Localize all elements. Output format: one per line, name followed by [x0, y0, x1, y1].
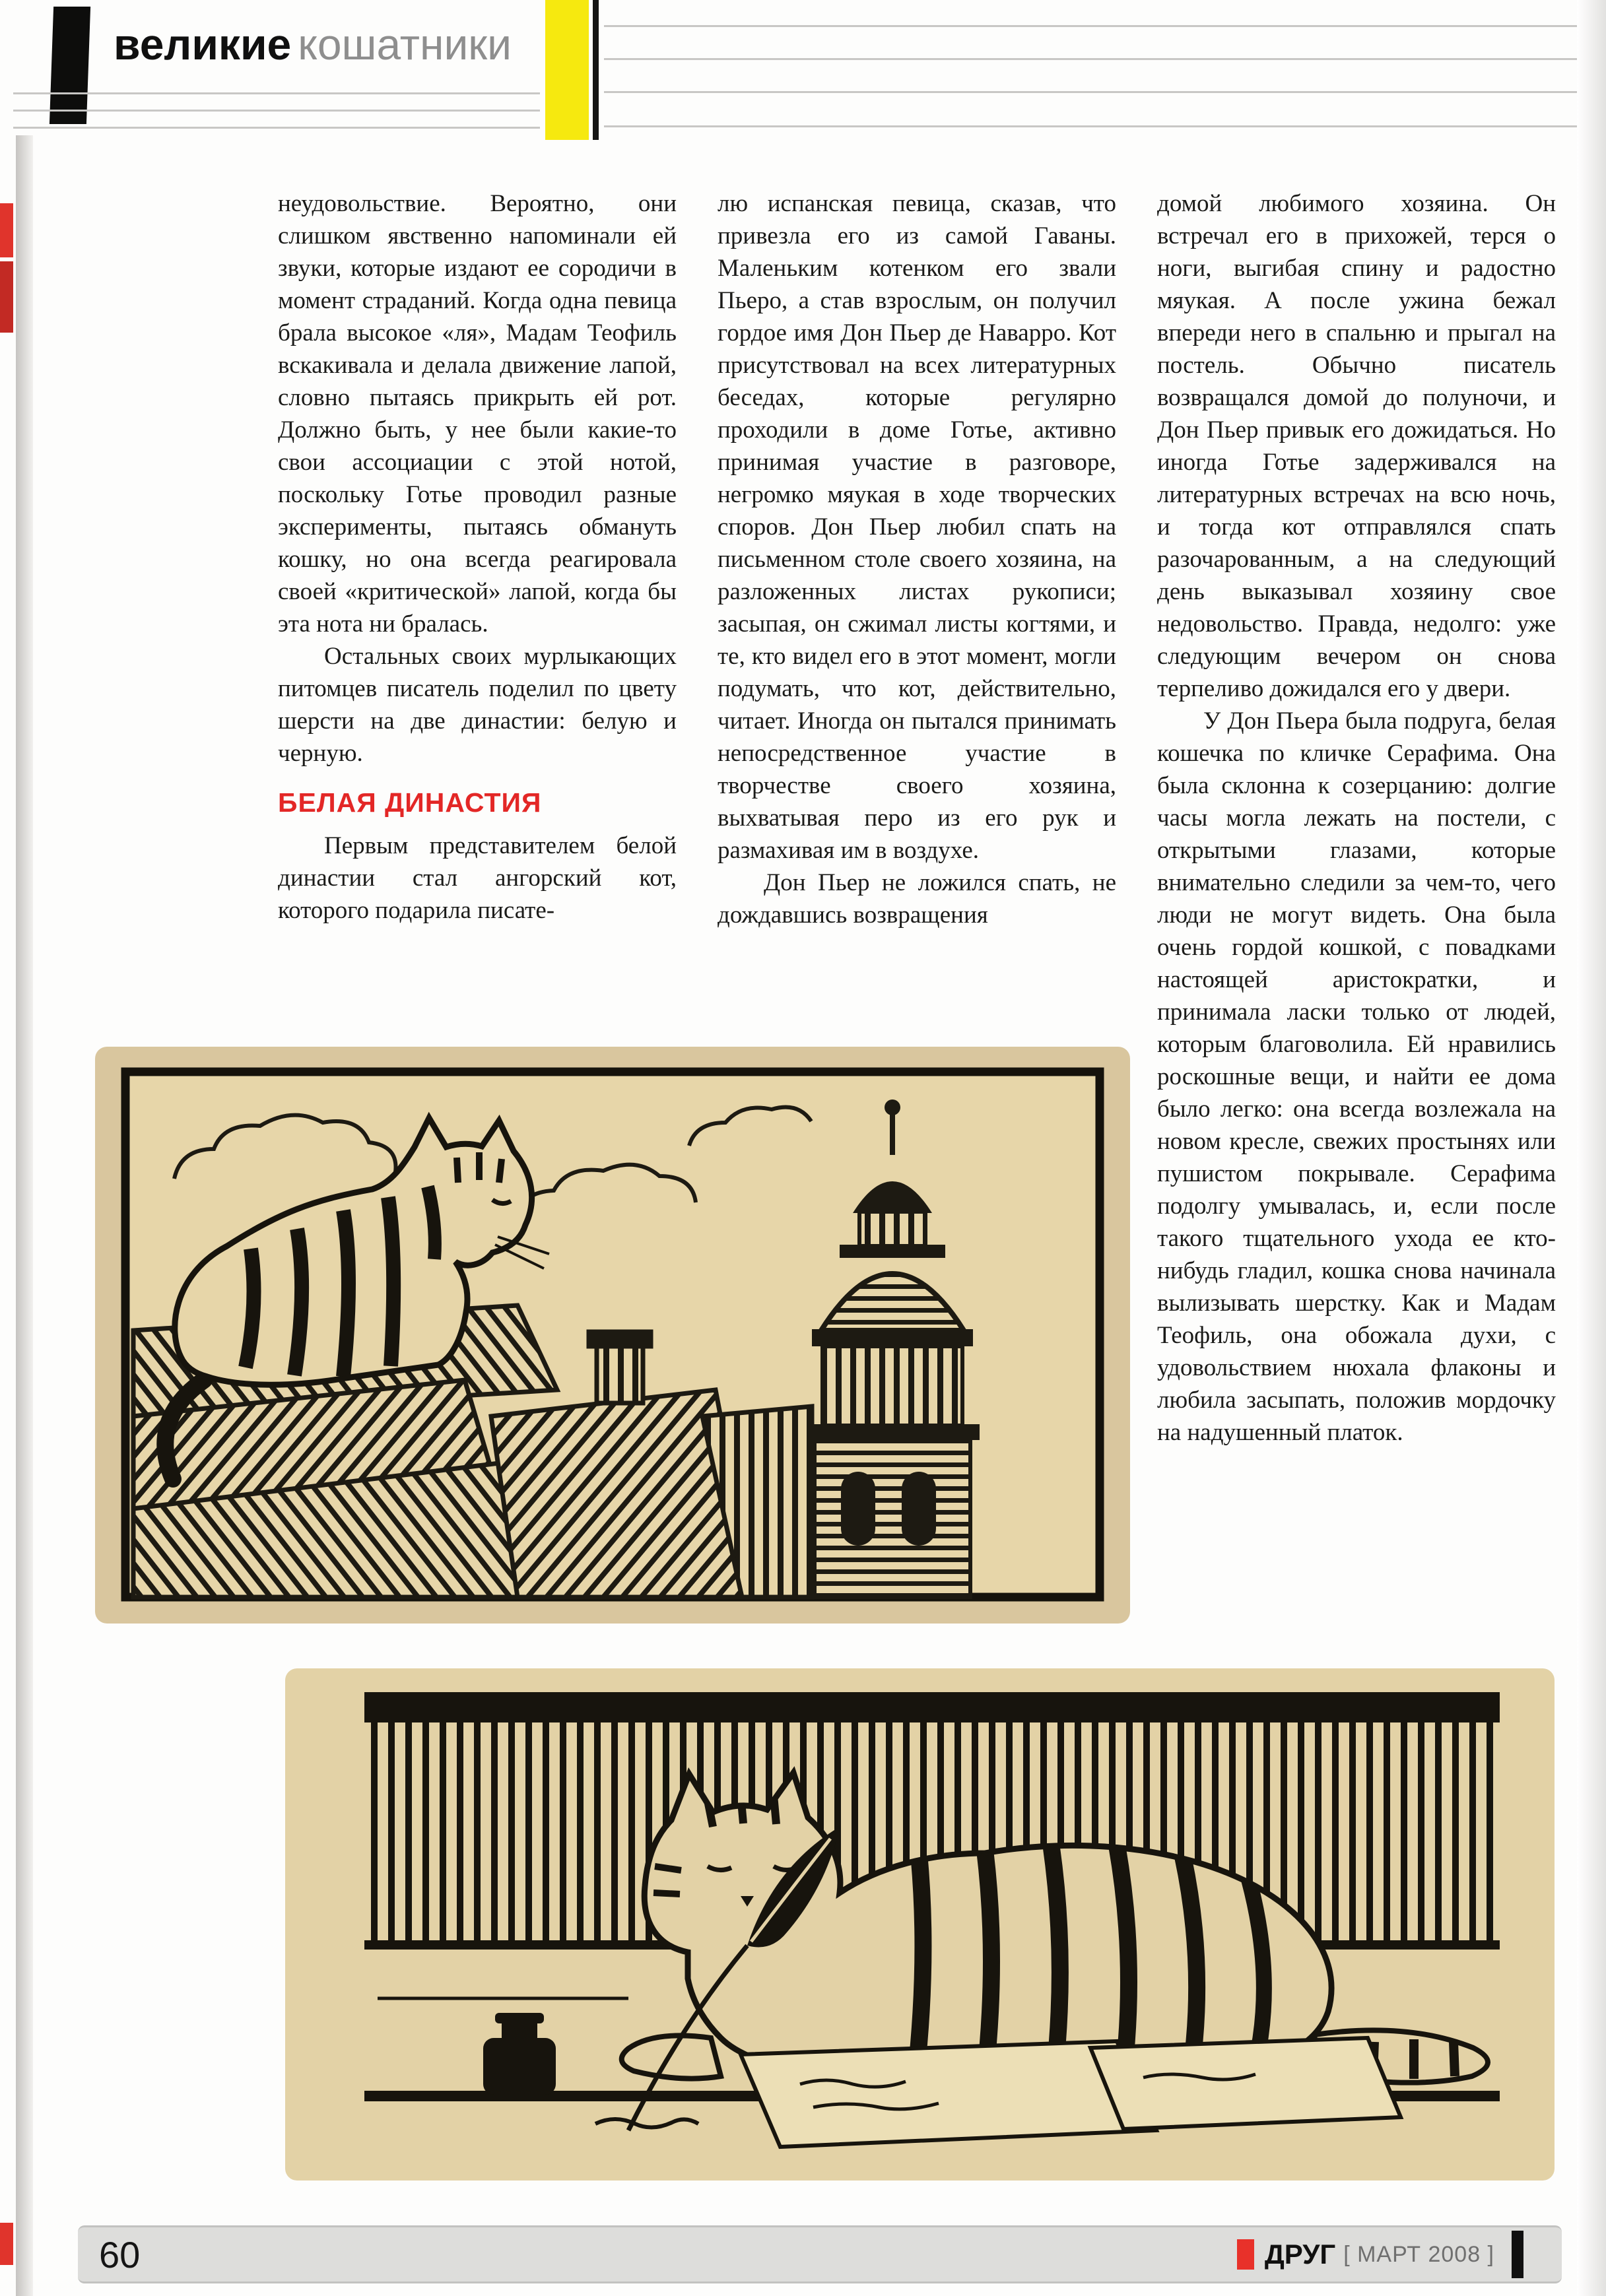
rooftop-cat-illustration [95, 1047, 1130, 1624]
header-black-rule [593, 0, 599, 140]
registration-mark-red-1 [0, 203, 13, 257]
magazine-name: ДРУГ [1264, 2239, 1336, 2270]
issue-date: [ МАРТ 2008 ] [1343, 2241, 1494, 2267]
header-hairline [604, 91, 1577, 93]
page-header [0, 0, 1606, 141]
header-hairline [604, 25, 1577, 27]
header-yellow-bar [545, 0, 589, 140]
header-hairline [604, 58, 1577, 60]
header-hairline [13, 92, 540, 94]
header-hairline [13, 127, 540, 129]
page-number: 60 [99, 2233, 141, 2276]
text-column-1 [278, 187, 677, 927]
paragraph: Дон Пьер не ложился спать, не дождавшись возвращения [718, 869, 1116, 929]
header-black-bar [50, 7, 90, 124]
paragraph: лю испанская певица, сказав, что привезла его из самой Гаваны. Маленьким котенком его звали Пьеро, а став взрослым, он получил гордое имя Дон Пьер де Наварро. Кот присутствовал на всех литературных беседах, которые регулярно проходили в доме Готье, активно принимая участие в разговоре, негромко мяукая в ходе творческих споров. Дон Пьер любил спать на письменном столе своего хозяина, на разложенных листах рукописи; засыпая, он сжимал листы когтями, и те, кто видел его в этот момент, могли подумать, что кот, действительно, читает. Иногда он пытался принимать непосредственное участие в творчестве своего хозяина, выхватывая перо из его рук и размахивая им в воздухе. [718, 190, 1116, 864]
paragraph: неудовольствие. Вероятно, они слишком явственно напоминали ей звуки, которые издают ее сородичи в момент страданий. Когда одна певица брала высокое «ля», Мадам Теофиль вскакивала и делала движение лапой, словно пытаясь прикрыть ей рот. Должно быть, у нее были какие-то свои ассоциации с этой нотой, поскольку Готье проводил разные эксперименты, пытаясь обмануть кошку, но она всегда реагировала своей «критической» лапой, когда бы эта нота ни бралась. [278, 190, 677, 638]
writing-cat-illustration [285, 1668, 1555, 2181]
rubric-title-light: кошатники [298, 20, 512, 69]
section-heading: БЕЛАЯ ДИНАСТИЯ [278, 787, 542, 818]
page-left-edge [16, 135, 33, 2296]
header-hairline [13, 110, 540, 112]
text-column-2 [718, 187, 1116, 931]
footer-bar [78, 2225, 1562, 2283]
header-hairline [604, 125, 1577, 127]
text-column-3 [1157, 187, 1556, 1449]
rubric-title [114, 20, 512, 69]
paragraph: У Дон Пьера была подруга, белая кошечка по кличке Серафима. Она была склонна к созерцанию: долгие часы могла лежать на постели, с открытыми глазами, которые внимательно следили за чем-то, чего люди не могут видеть. Она была очень гордой кошкой, с повадками настоящей аристократки, и принимала ласки только от людей, которым благоволила. Ей нравились роскошные вещи, и найти ее дома было легко: она всегда возлежала на новом кресле, свежих простынях или пушистом покрывале. Серафима подолгу умывалась, и, если после такого тщательного ухода ее кто-нибудь гладил, кошка снова начинала вылизывать шерстку. Как и Мадам Теофиль, она обожала духи, с удовольствием нюхала флаконы и любила засыпать, положив мордочку на надушенный платок. [1157, 707, 1556, 1446]
page-right-edge [1577, 0, 1606, 2296]
paragraph: Первым представителем белой династии стал ангорский кот, которого подарила писате- [278, 832, 677, 924]
rubric-title-bold: великие [114, 20, 292, 69]
footer-red-mark [1237, 2239, 1254, 2270]
paragraph: Остальных своих мурлыкающих питомцев писатель поделил по цвету шерсти на две династии: белую и черную. [278, 643, 677, 767]
rooftop-cat-woodcut [95, 1047, 1130, 1624]
footer-black-bar [1512, 2231, 1523, 2278]
paragraph: домой любимого хозяина. Он встречал его в прихожей, терся о ноги, выгибая спину и радостно мяукая. А после ужина бежал впереди него в спальню и прыгал на постель. Обычно писатель возвращался домой до полуночи, и Дон Пьер привык его дожидаться. Но иногда Готье задерживался на литературных встречах на всю ночь, и тогда кот отправлялся спать разочарованным, а на следующий день выказывал хозяину свое недовольство. Правда, недолго: уже следующим вечером он снова терпеливо дожидался его у двери. [1157, 190, 1556, 702]
writing-cat-woodcut [285, 1668, 1555, 2181]
registration-mark-red-3 [0, 2223, 13, 2265]
registration-mark-red-2 [0, 261, 13, 333]
